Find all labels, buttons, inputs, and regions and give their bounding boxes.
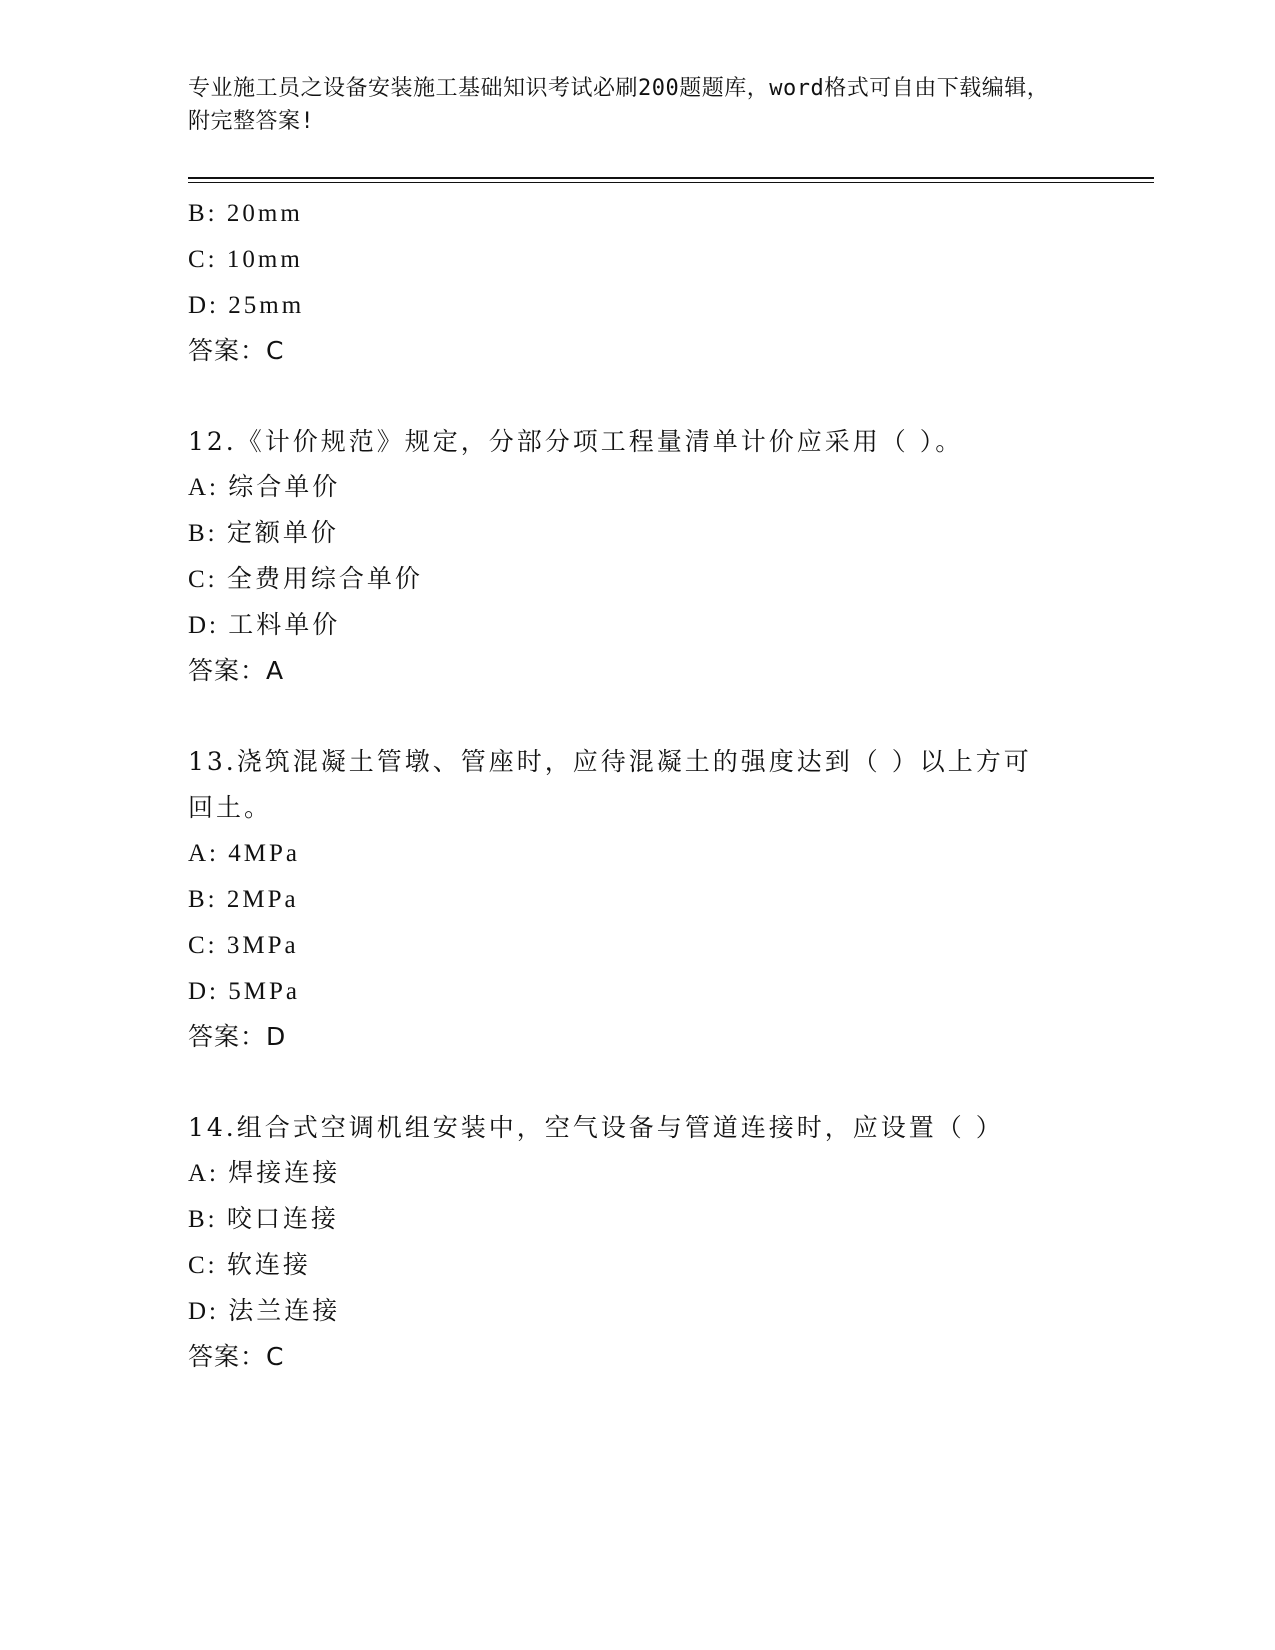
question-text: 12.《计价规范》规定，分部分项工程量清单计价应采用（ ）。 <box>188 427 964 456</box>
option-b: B: 定额单价 <box>188 520 339 547</box>
option-b: B: 20mm <box>188 200 303 227</box>
option-d: D: 法兰连接 <box>188 1298 341 1325</box>
question-text-line-2: 回土。 <box>188 793 273 822</box>
question-block-12 <box>188 419 1088 693</box>
spacer <box>188 693 1088 739</box>
document-header <box>188 72 1068 138</box>
option-a: A: 4MPa <box>188 840 300 867</box>
answer-line: 答案：D <box>188 1022 287 1051</box>
header-rule-thick <box>188 177 1154 179</box>
option-c: C: 10mm <box>188 246 303 273</box>
option-a: A: 焊接连接 <box>188 1160 341 1187</box>
answer-line: 答案：C <box>188 1342 285 1371</box>
header-rule-thin <box>188 182 1154 183</box>
option-c: C: 3MPa <box>188 932 299 959</box>
spacer <box>188 1059 1088 1105</box>
option-d: D: 25mm <box>188 292 305 319</box>
answer-line: 答案：A <box>188 656 285 685</box>
question-list <box>188 191 1088 1379</box>
option-b: B: 2MPa <box>188 886 299 913</box>
option-d: D: 5MPa <box>188 978 300 1005</box>
question-text: 14.组合式空调机组安装中，空气设备与管道连接时，应设置（ ） <box>188 1113 1004 1142</box>
document-title: 专业施工员之设备安装施工基础知识考试必刷200题题库，word格式可自由下载编辑，附完整答案! <box>188 76 1050 134</box>
option-b: B: 咬口连接 <box>188 1206 339 1233</box>
answer-line: 答案：C <box>188 336 285 365</box>
question-text-line-1: 13.浇筑混凝土管墩、管座时，应待混凝土的强度达到（ ）以上方可 <box>188 747 1032 776</box>
spacer <box>188 373 1088 419</box>
option-c: C: 软连接 <box>188 1252 311 1279</box>
option-a: A: 综合单价 <box>188 474 341 501</box>
question-block-14 <box>188 1105 1088 1379</box>
question-block-11 <box>188 191 1088 373</box>
question-block-13 <box>188 739 1088 1059</box>
option-d: D: 工料单价 <box>188 612 341 639</box>
option-c: C: 全费用综合单价 <box>188 566 423 593</box>
